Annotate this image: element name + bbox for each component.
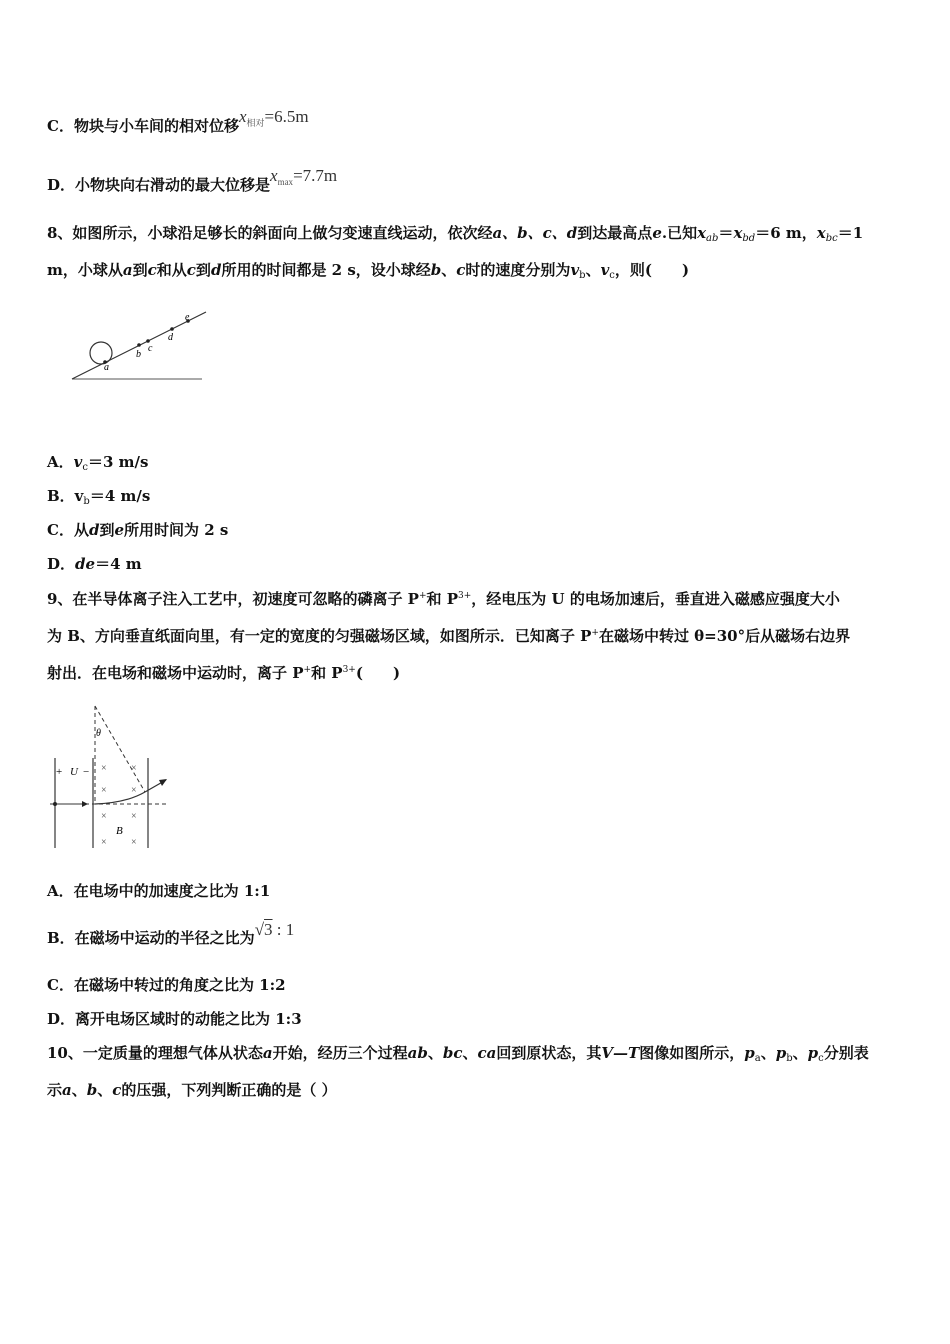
q9-option-b: B．在磁场中运动的半径之比为√3 : 1 [47, 920, 295, 947]
point-b [137, 343, 141, 347]
q9-stem-line3: 射出．在电场和磁场中运动时，离子 P+和 $P^{3+}$( ) [47, 664, 401, 682]
q10-stem-line2: 示a、b、c的压强，下列判断正确的是（ ） [47, 1081, 337, 1099]
formula-x-max: $x_{max}=7.7m$ [270, 166, 338, 187]
q8-option-c: C．从d到e所用时间为 2 s [47, 521, 229, 539]
option-d-prev: D．小物块向右滑动的最大位移是$x_{max}=7.7m$ [47, 166, 338, 194]
label-c: c [148, 343, 153, 354]
cross-mark: × [131, 811, 137, 822]
cross-mark: × [101, 837, 107, 848]
sqrt-ratio: √3 : 1 [254, 920, 295, 939]
field-label: B [116, 825, 123, 837]
q9-option-d: D．离开电场区域时的动能之比为 1:3 [47, 1010, 302, 1028]
entry-arrow [82, 801, 88, 807]
theta-label: θ [96, 728, 101, 739]
cross-mark: × [101, 785, 107, 796]
radius-slanted [95, 706, 145, 792]
q8-stem-line2: m，小球从a到c和从c到d所用的时间都是 2 s，设小球经b、c时的速度分别为$v_b$、$v_c$，则( ) [47, 261, 690, 281]
exit-arrow [159, 779, 167, 786]
label-d: d [168, 332, 173, 343]
cross-mark: × [131, 763, 137, 774]
ball [90, 342, 112, 364]
cross-mark: × [131, 785, 137, 796]
minus-sign: − [83, 766, 90, 778]
formula-x-relative: $x_{相对}=6.5m$ [238, 107, 309, 128]
plus-sign: + [56, 766, 63, 778]
cross-mark: × [101, 811, 107, 822]
incline-figure [68, 306, 208, 386]
label-b: b [136, 349, 141, 360]
label-a: a [104, 362, 109, 373]
q8-option-d: D．de＝4 m [47, 555, 142, 573]
point-d [170, 327, 174, 331]
q8-option-a: A．$v_c=3$ m/s [47, 453, 149, 473]
cross-mark: × [131, 837, 137, 848]
q9-stem-line2: 为 B、方向垂直纸面向里，有一定的宽度的匀强磁场区域，如图所示．已知离子 P+在磁场中转过 θ=30°后从磁场右边界 [47, 627, 851, 645]
q9-option-c: C．在磁场中转过的角度之比为 1:2 [47, 976, 286, 994]
option-c-prev: C．物块与小车间的相对位移$x_{相对}=6.5m$ [47, 107, 309, 135]
label-e: e [185, 312, 190, 323]
field-figure [46, 700, 176, 852]
q10-stem-line1: 10、一定质量的理想气体从状态a开始，经历三个过程ab、bc、ca回到原状态，其V—T图像如图所示，$p_a$、$p_b$、$p_c$分别表 [47, 1044, 869, 1064]
q9-option-a: A．在电场中的加速度之比为 1:1 [47, 882, 271, 900]
q8-option-b: B．$v_b=4$ m/s [47, 487, 151, 507]
voltage-label: U [70, 766, 78, 778]
source-point [53, 802, 57, 806]
cross-mark: × [101, 763, 107, 774]
q8-stem-line1: 8、如图所示，小球沿足够长的斜面向上做匀变速直线运动，依次经a、b、c、d到达最高点e.已知$x_{ab}=x_{bd}=6$ m，$x_{bc}=1$ [47, 224, 864, 244]
q9-stem-line1: 9、在半导体离子注入工艺中，初速度可忽略的磷离子 P+和 $P^{3+}$，经电压为 U 的电场加速后，垂直进入磁感应强度大小 [47, 590, 840, 608]
